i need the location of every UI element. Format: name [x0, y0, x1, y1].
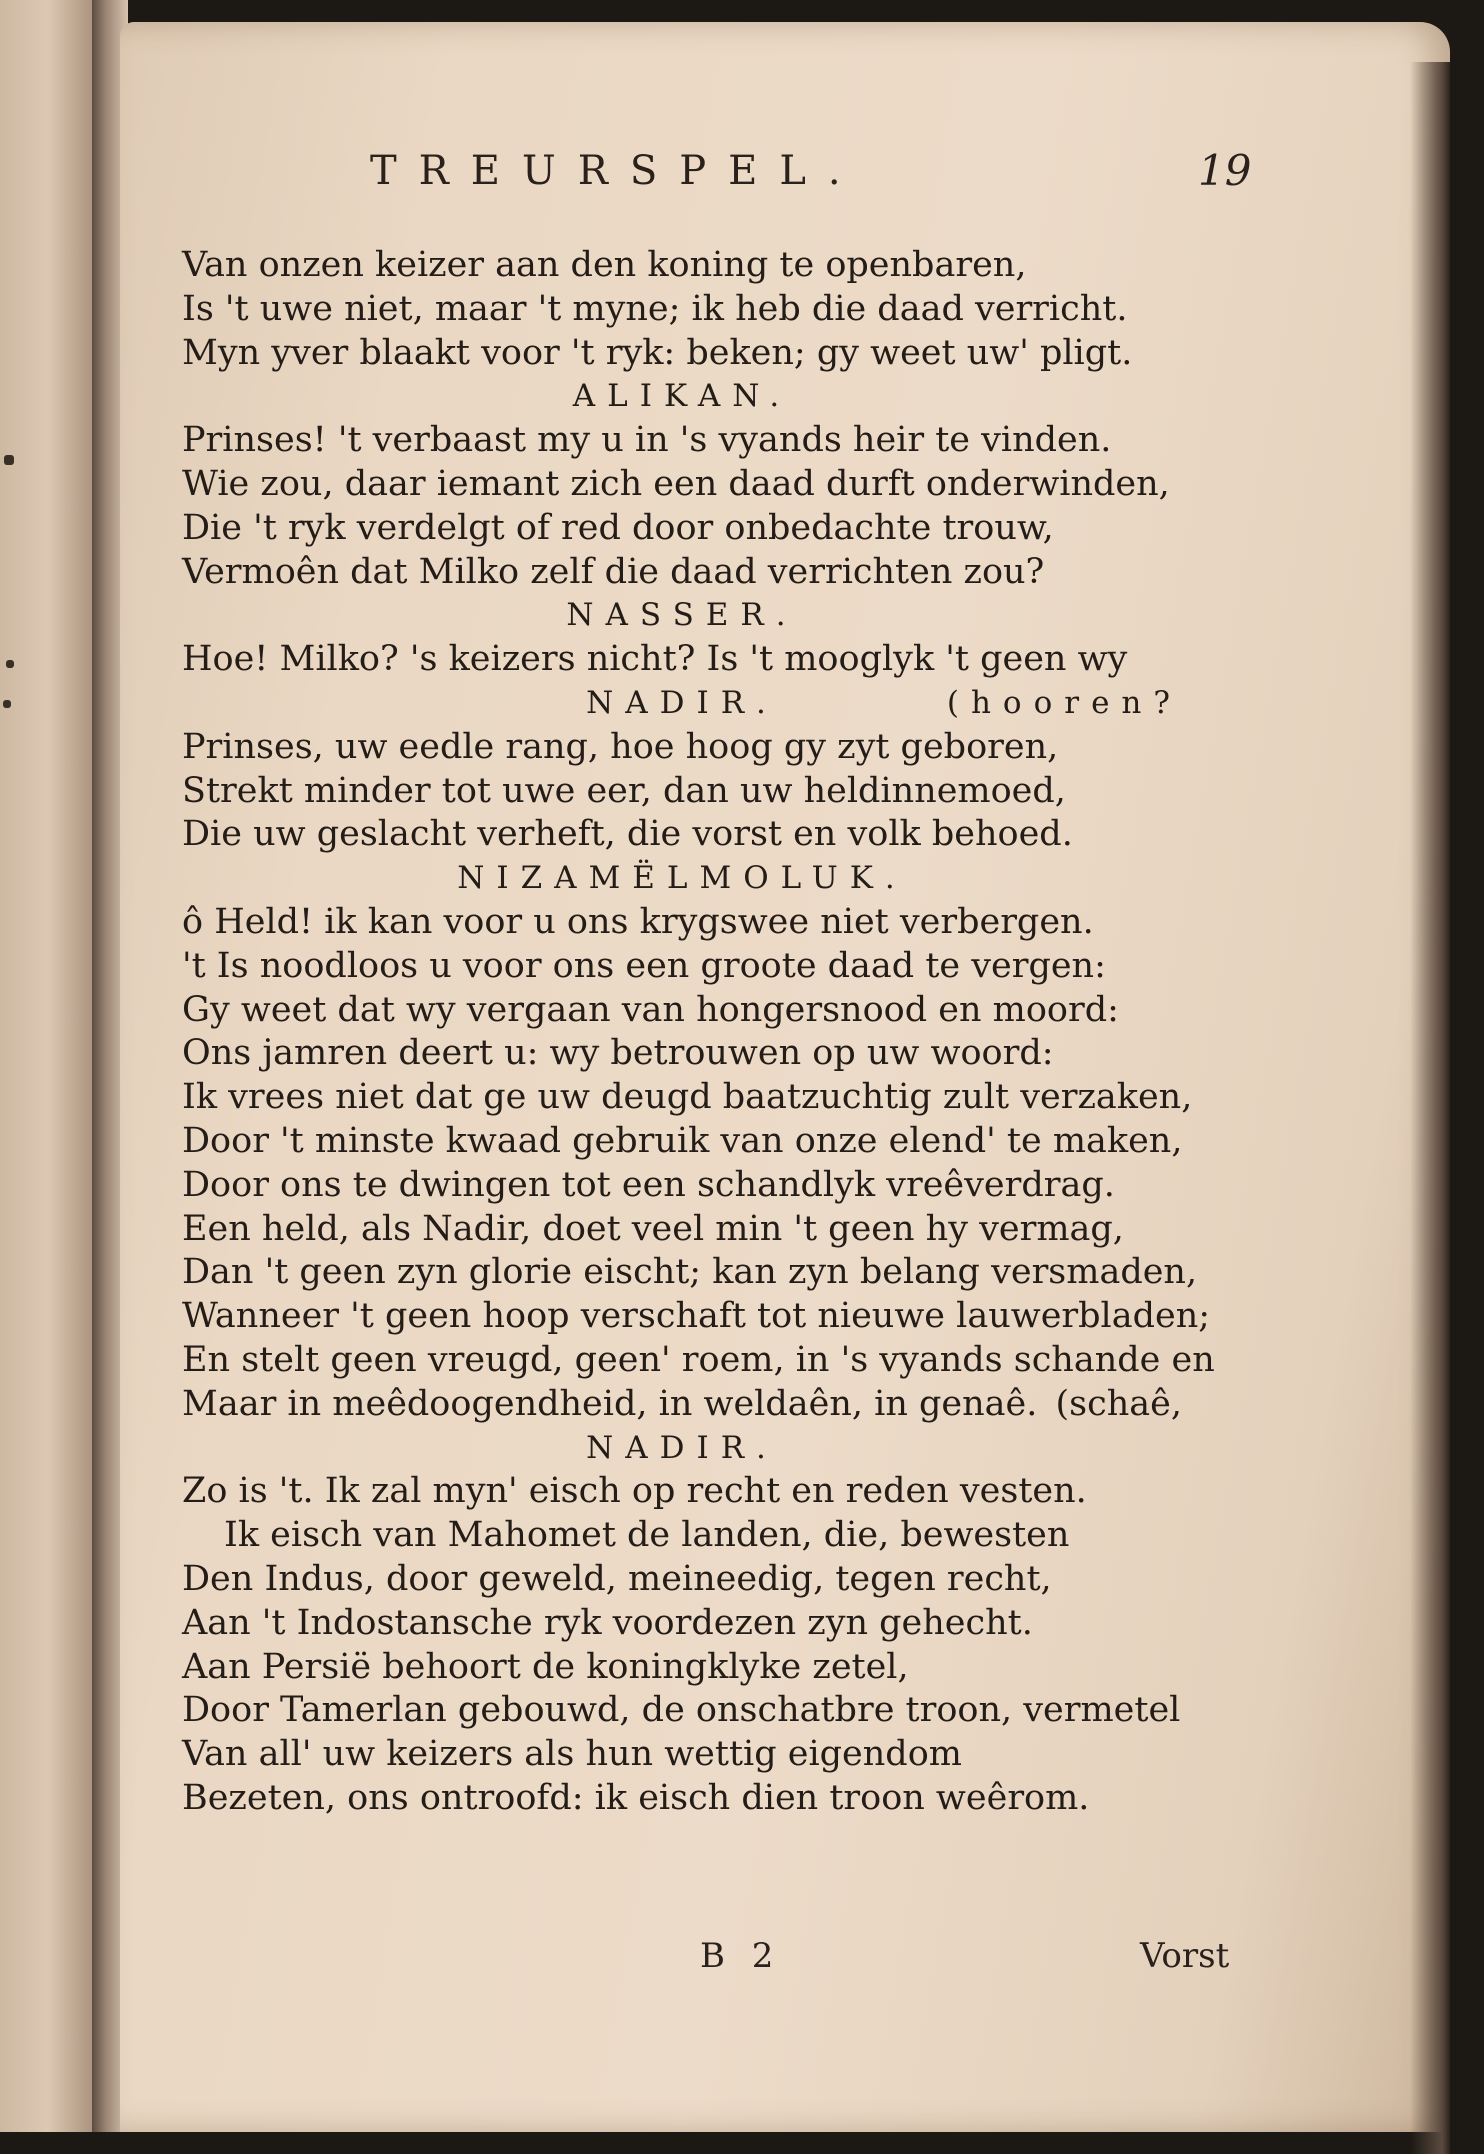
verse-line — [182, 1032, 1182, 1076]
verse-line — [182, 1251, 1198, 1295]
left-page-edge — [0, 0, 96, 2132]
verse-text: Van all' uw keizers als hun wettig eigendom — [182, 1734, 962, 1775]
book-page — [120, 22, 1450, 2132]
verse-text: ô Held! ik kan voor u ons krygswee niet verbergen. — [182, 901, 1094, 942]
verse-line — [182, 463, 1182, 507]
verse-text: Ik eisch van Mahomet de landen, die, bewesten — [224, 1515, 1070, 1556]
verse-text: Den Indus, door geweld, meineedig, tegen recht, — [182, 1558, 1052, 1599]
turnover-text: (schaê, — [1055, 1383, 1182, 1424]
verse-text: Is 't uwe niet, maar 't myne; ik heb die daad verricht. — [182, 288, 1128, 329]
speaker-line — [182, 1427, 1182, 1471]
verse-line — [182, 1514, 1182, 1558]
verse-line — [182, 1164, 1182, 1208]
ink-mark — [4, 455, 14, 465]
verse-line — [182, 244, 1182, 288]
verse-text: Die uw geslacht verheft, die vorst en volk behoed. — [182, 814, 1073, 855]
speaker-name: NIZAMËLMOLUK. — [457, 860, 907, 897]
verse-line — [182, 1470, 1182, 1514]
verse-text: Wanneer 't geen hoop verschaft tot nieuwe lauwerbladen; — [182, 1296, 1211, 1337]
verse-line — [182, 989, 1182, 1033]
verse-text: Strekt minder tot uwe eer, dan uw heldinnemoed, — [182, 770, 1066, 811]
turnover-text: (hooren? — [946, 684, 1182, 721]
verse-text: Vermoên dat Milko zelf die daad verrichten zou? — [182, 551, 1045, 592]
verse-line — [182, 901, 1182, 945]
page-edge-shadow — [1410, 62, 1450, 2154]
verse-text: Prinses! 't verbaast my u in 's vyands heir te vinden. — [182, 420, 1112, 461]
verse-line — [182, 726, 1182, 770]
verse-line — [182, 1646, 1182, 1690]
verse-line — [182, 1558, 1182, 1602]
page-header — [120, 148, 1450, 208]
speaker-line — [182, 594, 1182, 638]
verse-text: Die 't ryk verdelgt of red door onbedachte trouw, — [182, 507, 1054, 548]
verse-line — [182, 1602, 1182, 1646]
verse-text: Hoe! Milko? 's keizers nicht? Is 't mooglyk 't geen wy — [182, 639, 1128, 680]
verse-text: 't Is noodloos u voor ons een groote daad te vergen: — [182, 945, 1106, 986]
page-footer — [120, 1936, 1450, 1986]
verse-line — [182, 638, 1182, 682]
verse-text: Van onzen keizer aan den koning te openbaren, — [182, 245, 1027, 285]
verse-line — [182, 1733, 1182, 1777]
verse-line — [182, 288, 1182, 332]
verse-text: Ik vrees niet dat ge uw deugd baatzuchtig zult verzaken, — [182, 1077, 1193, 1118]
verse-text: Wie zou, daar iemant zich een daad durft onderwinden, — [182, 463, 1170, 504]
verse-line — [182, 507, 1182, 551]
verse-text: Zo is 't. Ik zal myn' eisch op recht en reden vesten. — [182, 1471, 1087, 1512]
speaker-name: NADIR. — [586, 684, 778, 721]
verse-line — [182, 1339, 1215, 1383]
verse-text: Dan 't geen zyn glorie eischt; kan zyn belang versmaden, — [182, 1252, 1198, 1293]
verse-line — [182, 551, 1182, 595]
catchword: Vorst — [1140, 1936, 1230, 1976]
speaker-line — [182, 857, 1182, 901]
speaker-name: NADIR. — [586, 1429, 778, 1466]
verse-text-block — [182, 244, 1215, 1821]
verse-line — [182, 1208, 1182, 1252]
speaker-name: NASSER. — [566, 597, 798, 634]
verse-line — [182, 1777, 1182, 1821]
verse-line — [182, 813, 1182, 857]
verse-text: Prinses, uw eedle rang, hoe hoog gy zyt geboren, — [182, 726, 1059, 767]
verse-line — [182, 1295, 1211, 1339]
verse-line — [182, 770, 1182, 814]
verse-text: Een held, als Nadir, doet veel min 't geen hy vermag, — [182, 1208, 1124, 1249]
verse-text: En stelt geen vreugd, geen' roem, in 's vyands schande en — [182, 1339, 1215, 1380]
verse-line — [182, 1689, 1182, 1733]
ink-mark — [6, 660, 14, 668]
verse-line — [182, 1383, 1182, 1427]
verse-line — [182, 1076, 1193, 1120]
speaker-name: ALIKAN. — [572, 378, 792, 415]
verse-line — [182, 1120, 1182, 1164]
verse-line — [182, 332, 1182, 376]
ink-mark — [3, 700, 11, 708]
verse-text: Ons jamren deert u: wy betrouwen op uw woord: — [182, 1033, 1054, 1074]
verse-text: Maar in meêdoogendheid, in weldaên, in genaê. — [182, 1383, 1038, 1424]
page-number: 19 — [1198, 146, 1252, 195]
running-title: TREURSPEL. — [370, 148, 863, 194]
verse-text: Door Tamerlan gebouwd, de onschatbre troon, vermetel — [182, 1690, 1181, 1731]
verse-text: Aan 't Indostansche ryk voordezen zyn gehecht. — [182, 1602, 1033, 1643]
verse-line — [182, 419, 1182, 463]
verse-text: Door 't minste kwaad gebruik van onze elend' te maken, — [182, 1120, 1183, 1161]
signature-mark: B 2 — [700, 1936, 782, 1976]
verse-text: Aan Persië behoort de koningklyke zetel, — [182, 1646, 909, 1687]
speaker-line — [182, 375, 1182, 419]
verse-text: Myn yver blaakt voor 't ryk: beken; gy weet uw' pligt. — [182, 332, 1133, 373]
speaker-line — [182, 682, 1182, 726]
verse-text: Door ons te dwingen tot een schandlyk vreêverdrag. — [182, 1164, 1115, 1205]
verse-line — [182, 945, 1182, 989]
verse-text: Gy weet dat wy vergaan van hongersnood en moord: — [182, 989, 1119, 1030]
verse-text: Bezeten, ons ontroofd: ik eisch dien troon weêrom. — [182, 1777, 1090, 1818]
